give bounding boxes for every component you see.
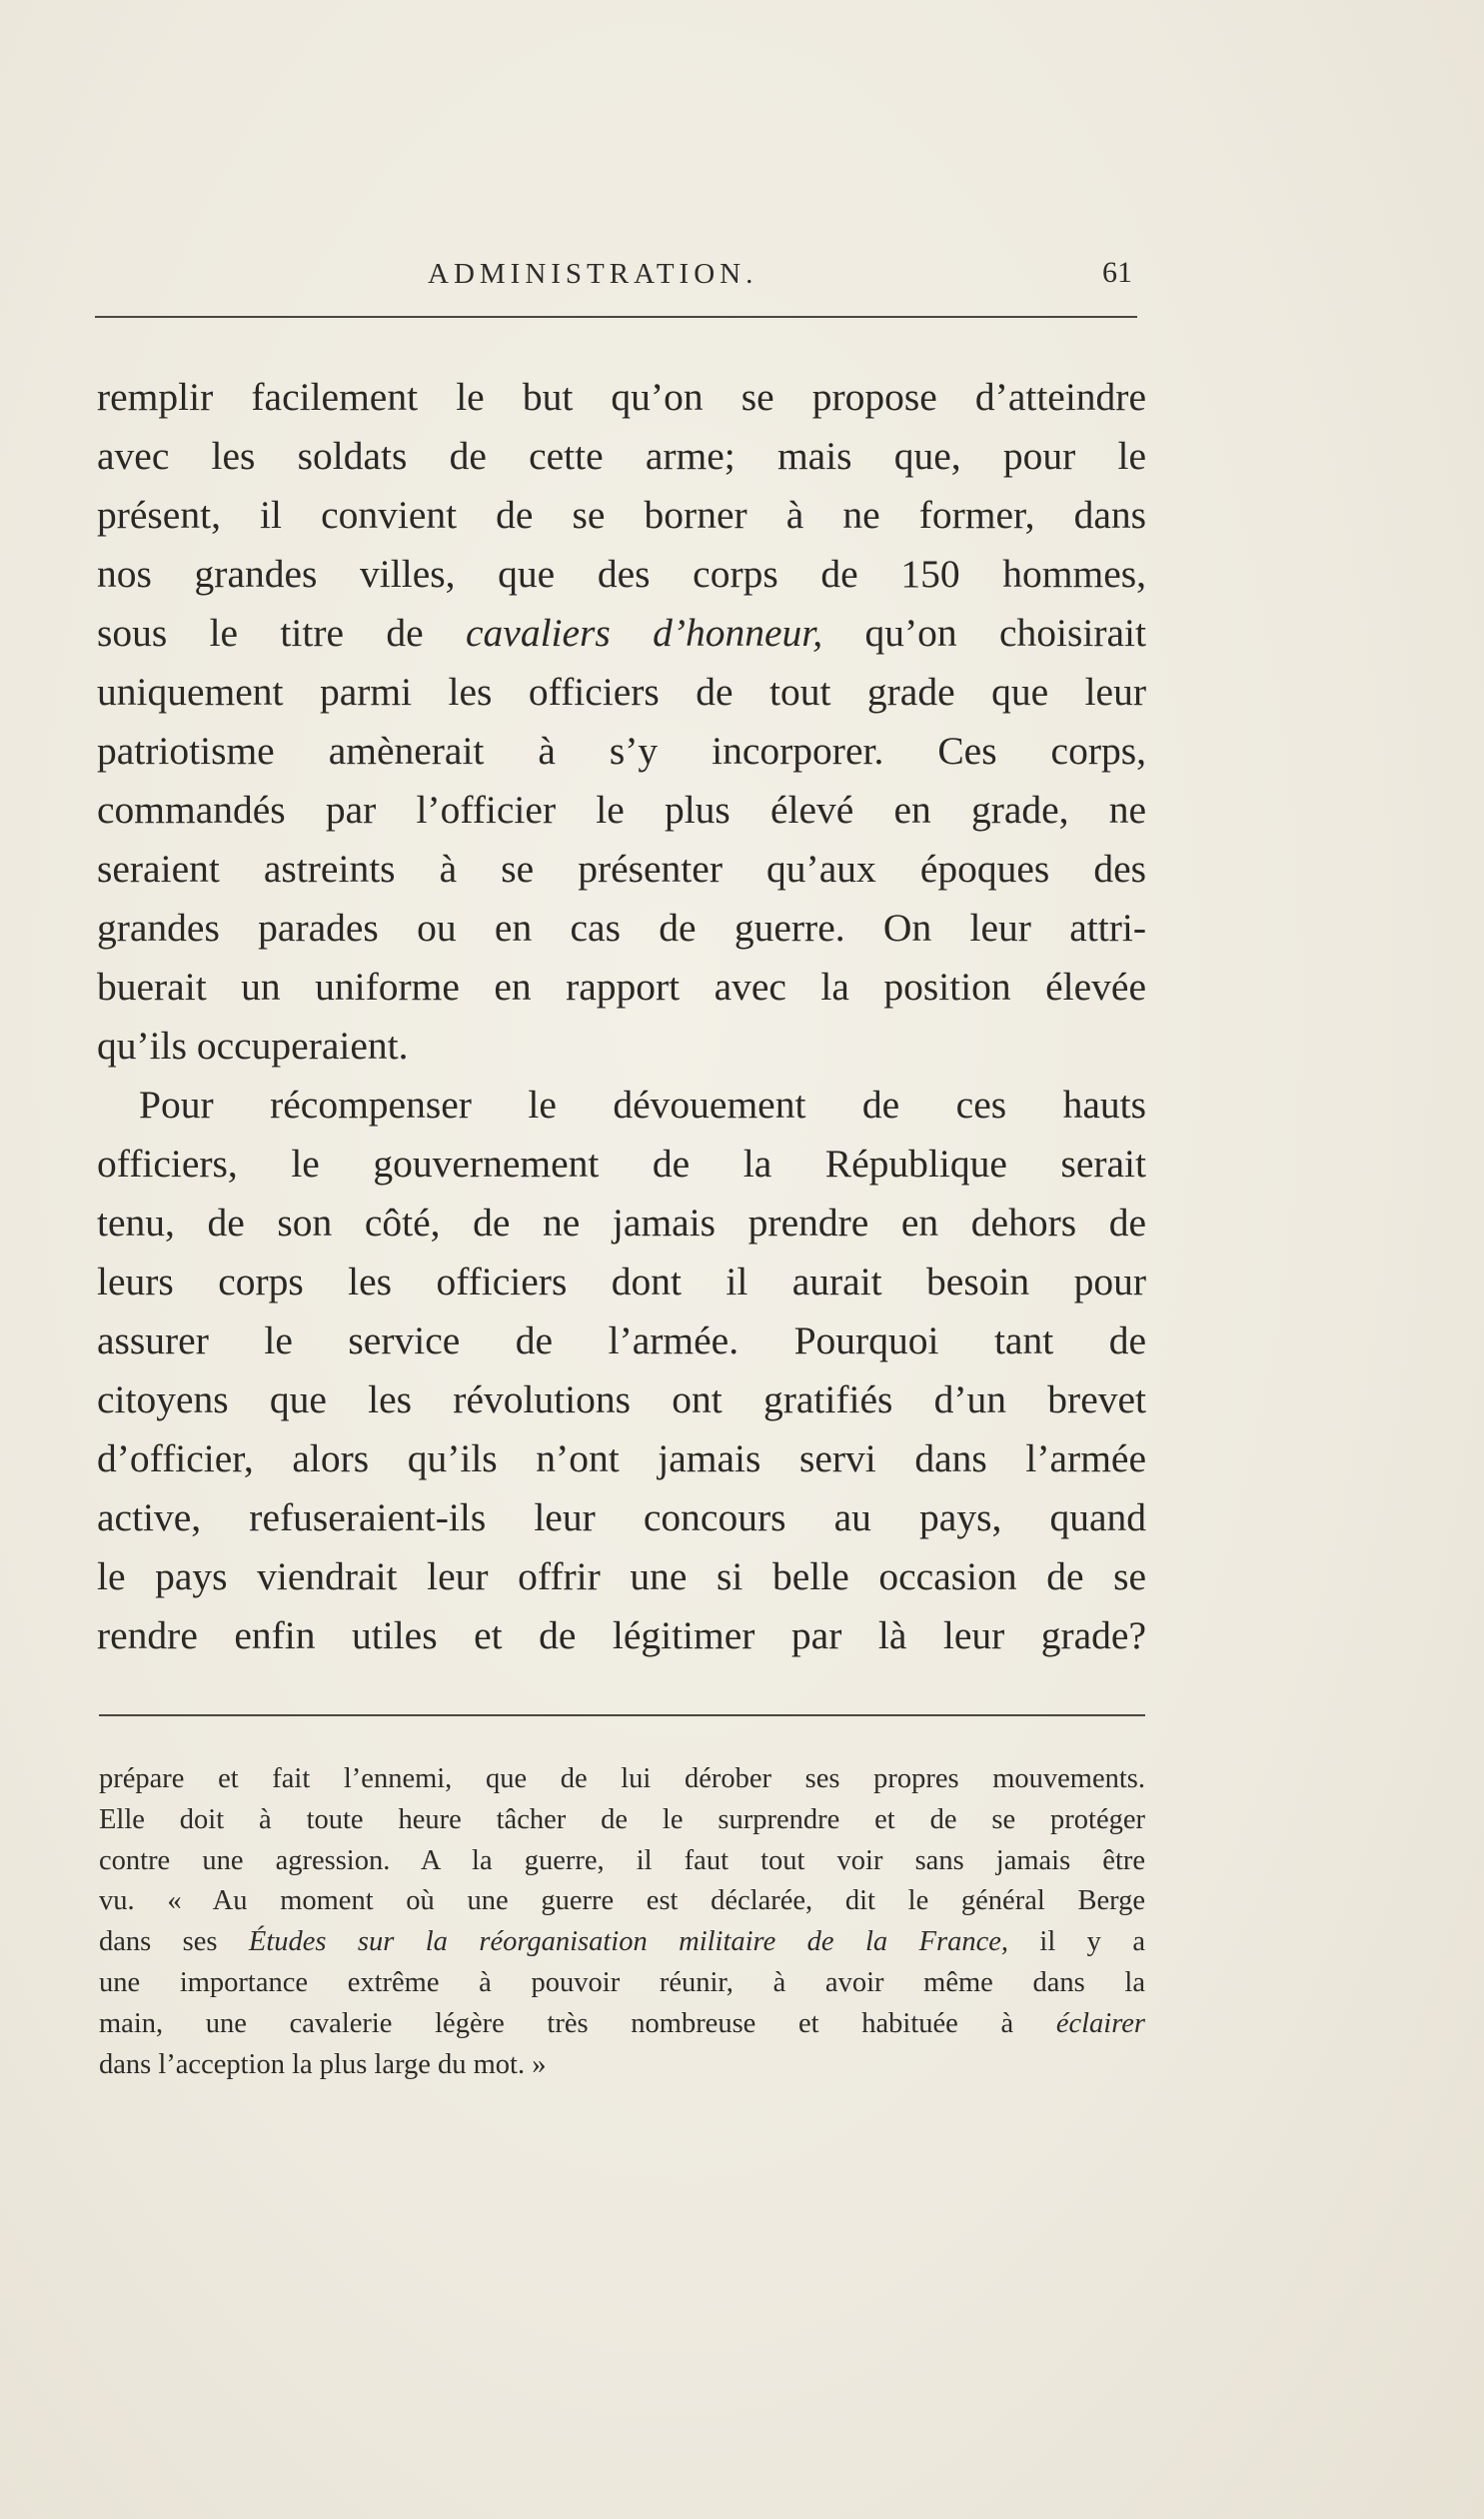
text-line: active, refuseraient-ils leur concours au pays, quand xyxy=(97,1495,1146,1539)
text-line: leurs corps les officiers dont il aurait besoin pour xyxy=(97,1260,1146,1303)
text-line: grandes parades ou en cas de guerre. On leur attri- xyxy=(97,906,1146,950)
text-line: d’officier, alors qu’ils n’ont jamais servi dans l’armée xyxy=(97,1436,1146,1480)
text-line: avec les soldats de cette arme; mais que, pour le xyxy=(97,434,1146,478)
text-line: nos grandes villes, que des corps de 150 hommes, xyxy=(97,552,1146,596)
text-line: assurer le service de l’armée. Pourquoi tant de xyxy=(97,1318,1146,1362)
footnote-line: contre une agression. A la guerre, il faut tout voir sans jamais être xyxy=(99,1844,1145,1876)
text-line: seraient astreints à se présenter qu’aux époques des xyxy=(97,847,1146,891)
text-line: tenu, de son côté, de ne jamais prendre en dehors de xyxy=(97,1201,1146,1245)
running-header-title: ADMINISTRATION. xyxy=(428,258,758,290)
text-line: patriotisme amènerait à s’y incorporer. Ces corps, xyxy=(97,729,1146,773)
footnote-line-italic-title xyxy=(99,1922,1145,1963)
italic-book-title: Études sur la réorganisation militaire de la France, xyxy=(248,1926,1008,1958)
footnote-line: une importance extrême à pouvoir réunir, à avoir même dans la xyxy=(99,1966,1145,1998)
italic-phrase: cavaliers d’honneur, xyxy=(466,611,823,655)
text-segment: dans ses xyxy=(99,1926,218,1958)
text-segment: qu’on choisirait xyxy=(864,611,1147,655)
italic-word: éclairer xyxy=(1055,2007,1145,2039)
footnote-rule xyxy=(99,1714,1145,1716)
text-line: buerait un uniforme en rapport avec la position élevée xyxy=(97,965,1146,1009)
footnote-line: prépare et fait l’ennemi, que de lui dérober ses propres mouvements. xyxy=(99,1763,1145,1794)
main-text xyxy=(97,368,1146,1665)
page-number: 61 xyxy=(1102,256,1132,289)
paragraph-start-line: Pour récompenser le dévouement de ces hauts xyxy=(139,1083,1146,1127)
footnote-line: dans l’acception la plus large du mot. » xyxy=(99,2048,547,2080)
text-line: remplir facilement le but qu’on se propose d’atteindre xyxy=(97,375,1146,419)
header-rule xyxy=(95,316,1137,318)
text-segment: sous le titre de xyxy=(97,611,424,655)
footnote-line: Elle doit à toute heure tâcher de le surprendre et de se protéger xyxy=(99,1803,1145,1835)
text-segment: main, une cavalerie légère très nombreuse et habituée à xyxy=(99,2007,1014,2039)
text-line: présent, il convient de se borner à ne former, dans xyxy=(97,493,1146,537)
text-line: citoyens que les révolutions ont gratifiés d’un brevet xyxy=(97,1377,1146,1421)
text-line-italic-phrase xyxy=(97,604,1146,663)
text-line: commandés par l’officier le plus élevé en grade, ne xyxy=(97,788,1146,832)
text-line: qu’ils occuperaient. xyxy=(97,1024,409,1068)
text-line: uniquement parmi les officiers de tout grade que leur xyxy=(97,670,1146,714)
footnote-line: vu. « Au moment où une guerre est déclarée, dit le général Berge xyxy=(99,1885,1145,1917)
text-segment: il y a xyxy=(1039,1926,1145,1958)
text-line: le pays viendrait leur offrir une si belle occasion de se xyxy=(97,1554,1146,1598)
footnote-line-italic-word xyxy=(99,2004,1145,2045)
footnote xyxy=(99,1759,1145,2085)
text-line: officiers, le gouvernement de la République serait xyxy=(97,1142,1146,1186)
text-line: rendre enfin utiles et de légitimer par là leur grade? xyxy=(97,1613,1146,1657)
